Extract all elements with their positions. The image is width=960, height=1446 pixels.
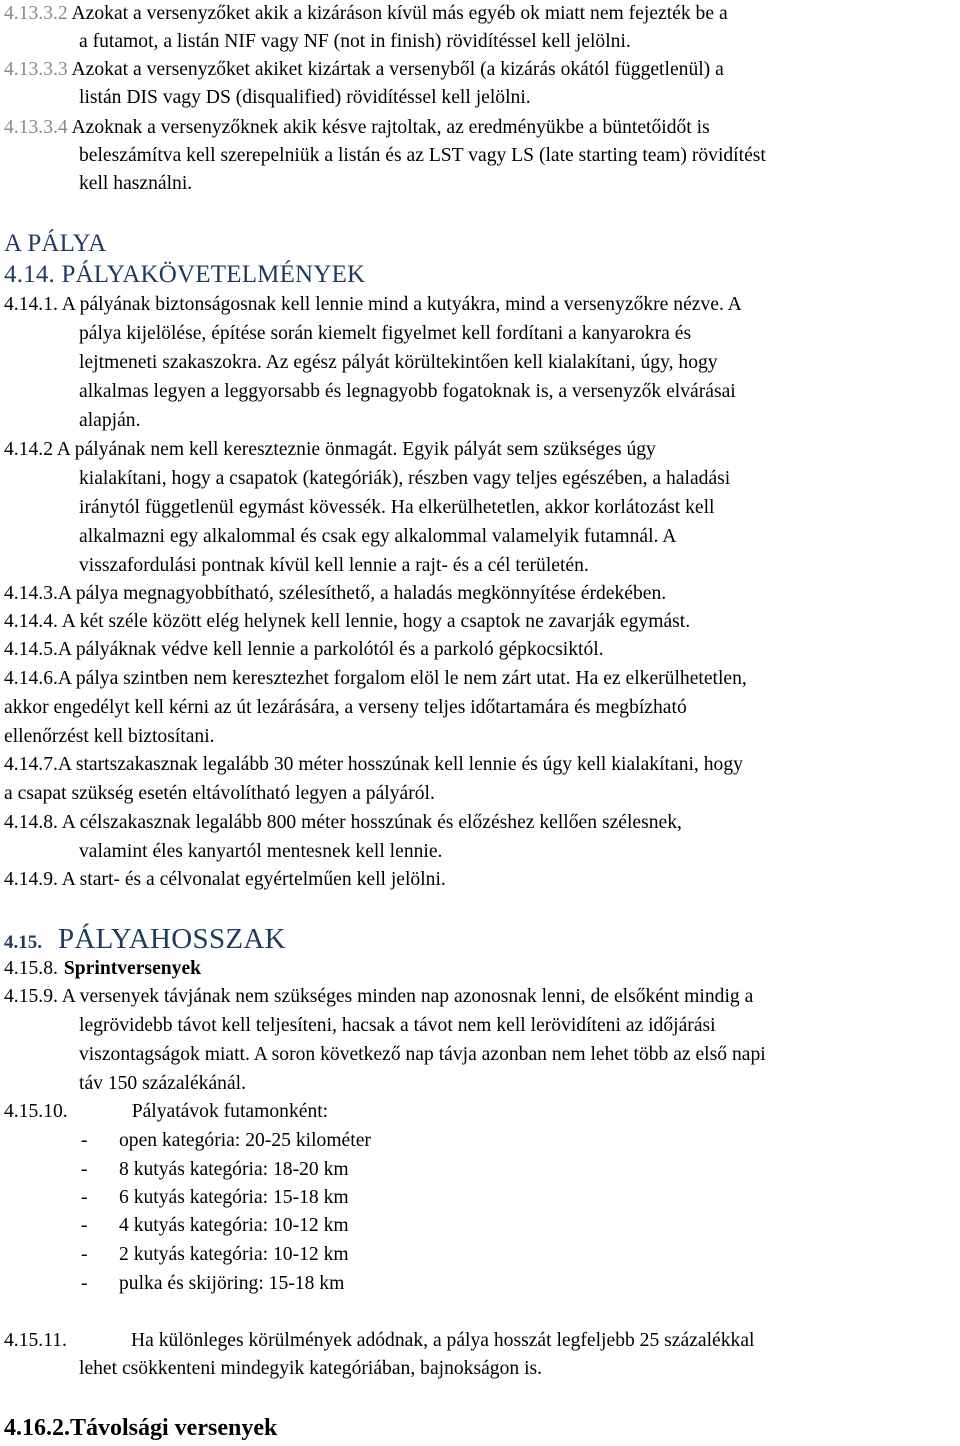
text-line: listán DIS vagy DS (disqualified) rövidítéssel kell jelölni. xyxy=(79,87,531,108)
text-line: Azokat a versenyzőket akik a kizáráson kívül más egyéb ok miatt nem fejezték be a xyxy=(67,3,728,24)
list-item: - 6 kutyás kategória: 15-18 km xyxy=(81,1184,349,1212)
text-line: a futamot, a listán NIF vagy NF (not in finish) rövidítéssel kell jelölni. xyxy=(79,31,631,52)
text-line: pálya kijelölése, építése során kiemelt figyelmet kell fordítani a kanyarokra és xyxy=(79,323,692,344)
text-line: 4.14.9. A start- és a célvonalat egyértelműen kell jelölni. xyxy=(4,869,446,890)
text-line: 4.14.6.A pálya szintben nem keresztezhet forgalom elöl le nem zárt utat. Ha ez elkerülhetetlen, xyxy=(4,668,747,689)
dash-bullet: - xyxy=(81,1215,88,1236)
paragraph-4-15-11 xyxy=(4,1327,754,1355)
heading-sprintversenyek xyxy=(4,955,201,983)
text-line: visszafordulási pontnak kívül kell lennie a rajt- és a cél területén. xyxy=(79,555,589,576)
text-line: Pályatávok futamonként: xyxy=(131,1101,329,1122)
dash-bullet: - xyxy=(81,1159,88,1180)
text-line: alapján. xyxy=(79,410,141,431)
paragraph-4-13-3-3 xyxy=(4,56,724,84)
text-line: kell használni. xyxy=(79,173,193,194)
text-line: iránytól függetlenül egymást kövessék. Ha elkerülhetetlen, akkor korlátozást kell xyxy=(79,497,715,518)
section-number: 4.13.3.3 xyxy=(4,59,68,80)
section-number: 4.13.3.4 xyxy=(4,117,68,138)
dash-bullet: - xyxy=(81,1187,88,1208)
text-line: táv 150 százalékánál. xyxy=(79,1073,247,1094)
heading-palyakovetelmenyek: 4.14. PÁLYAKÖVETELMÉNYEK xyxy=(4,261,366,288)
text-line: 4.14.2 A pályának nem kell kereszteznie önmagát. Egyik pályát sem szükséges úgy xyxy=(4,439,656,460)
text-line: ellenőrzést kell biztosítani. xyxy=(4,726,215,747)
text-line: 4.14.3.A pálya megnagyobbítható, szélesíthető, a haladás megkönnyítése érdekében. xyxy=(4,583,667,604)
text-line: 4.14.8. A célszakasznak legalább 800 méter hosszúnak és előzéshez kellően szélesnek, xyxy=(4,812,682,833)
heading-tavolsagi-versenyek: 4.16.2.Távolsági versenyek xyxy=(4,1415,278,1441)
paragraph-4-13-3-4 xyxy=(4,114,710,142)
paragraph-4-13-3-2 xyxy=(4,0,728,28)
text-line: Azoknak a versenyzőknek akik késve rajtoltak, az eredményükbe a büntetőidőt is xyxy=(67,117,710,138)
list-item: - pulka és skijöring: 15-18 km xyxy=(81,1270,344,1298)
text-line: Ha különleges körülmények adódnak, a pálya hosszát legfeljebb 25 százalékkal xyxy=(130,1330,755,1351)
text-line: alkalmas legyen a leggyorsabb és legnagyobb fogatoknak is, a versenyzők elvárásai xyxy=(79,381,736,402)
text-line: lejtmeneti szakaszokra. Az egész pályát körültekintően kell kialakítani, úgy, hogy xyxy=(79,352,718,373)
section-number: 4.15.11. xyxy=(4,1330,67,1351)
heading-a-palya: A PÁLYA xyxy=(4,230,107,257)
text-line: valamint éles kanyartól mentesnek kell lennie. xyxy=(79,841,443,862)
text-line: 4.15.9. A versenyek távjának nem szükséges minden nap azonosnak lenni, de elsőként mindig a xyxy=(4,986,754,1007)
text-line: viszontagságok miatt. A soron következő nap távja azonban nem lehet több az első napi xyxy=(79,1044,766,1065)
text-line: alkalmazni egy alkalommal és csak egy alkalommal valamelyik futamnál. A xyxy=(79,526,677,547)
text-line: a csapat szükség esetén eltávolítható legyen a pályáról. xyxy=(4,783,435,804)
text-line: 4.14.5.A pályáknak védve kell lennie a parkolótól és a parkoló gépkocsiktól. xyxy=(4,639,604,660)
text-line: lehet csökkenteni mindegyik kategóriában, bajnokságon is. xyxy=(79,1358,543,1379)
text-line: beleszámítva kell szerepelniük a listán és az LST vagy LS (late starting team) rövidítést xyxy=(79,145,766,166)
text-line: 4.14.1. A pályának biztonságosnak kell lennie mind a kutyákra, mind a versenyzőkre nézve. A xyxy=(4,294,742,315)
section-number: 4.15. xyxy=(4,932,42,953)
list-item: - open kategória: 20-25 kilométer xyxy=(81,1127,371,1155)
dash-bullet: - xyxy=(81,1244,88,1265)
heading-palyahosszak xyxy=(4,921,286,957)
text-line: 4.14.7.A startszakasznak legalább 30 méter hosszúnak kell lennie és úgy kell kialakítani, hogy xyxy=(4,754,743,775)
dash-bullet: - xyxy=(81,1130,88,1151)
text-line: akkor engedélyt kell kérni az út lezárására, a verseny teljes időtartamára és megbízható xyxy=(4,697,687,718)
section-number: 4.15.8. xyxy=(4,958,58,979)
paragraph-4-15-10 xyxy=(4,1098,328,1126)
dash-bullet: - xyxy=(81,1273,88,1294)
heading-text: Sprintversenyek xyxy=(63,958,202,979)
section-number: 4.13.3.2 xyxy=(4,3,68,24)
heading-text: PÁLYAHOSSZAK xyxy=(58,923,286,955)
section-number: 4.15.10. xyxy=(4,1101,68,1122)
list-item: - 8 kutyás kategória: 18-20 km xyxy=(81,1156,349,1184)
text-line: 4.14.4. A két széle között elég helynek kell lennie, hogy a csaptok ne zavarják egymást. xyxy=(4,611,691,632)
text-line: kialakítani, hogy a csapatok (kategóriák), részben vagy teljes egészében, a haladási xyxy=(79,468,731,489)
text-line: legrövidebb távot kell teljesíteni, hacsak a távot nem kell lerövidíteni az időjárási xyxy=(79,1015,716,1036)
list-item: - 4 kutyás kategória: 10-12 km xyxy=(81,1212,349,1240)
list-item: - 2 kutyás kategória: 10-12 km xyxy=(81,1241,349,1269)
text-line: Azokat a versenyzőket akiket kizártak a versenyből (a kizárás okától függetlenül) a xyxy=(67,59,724,80)
